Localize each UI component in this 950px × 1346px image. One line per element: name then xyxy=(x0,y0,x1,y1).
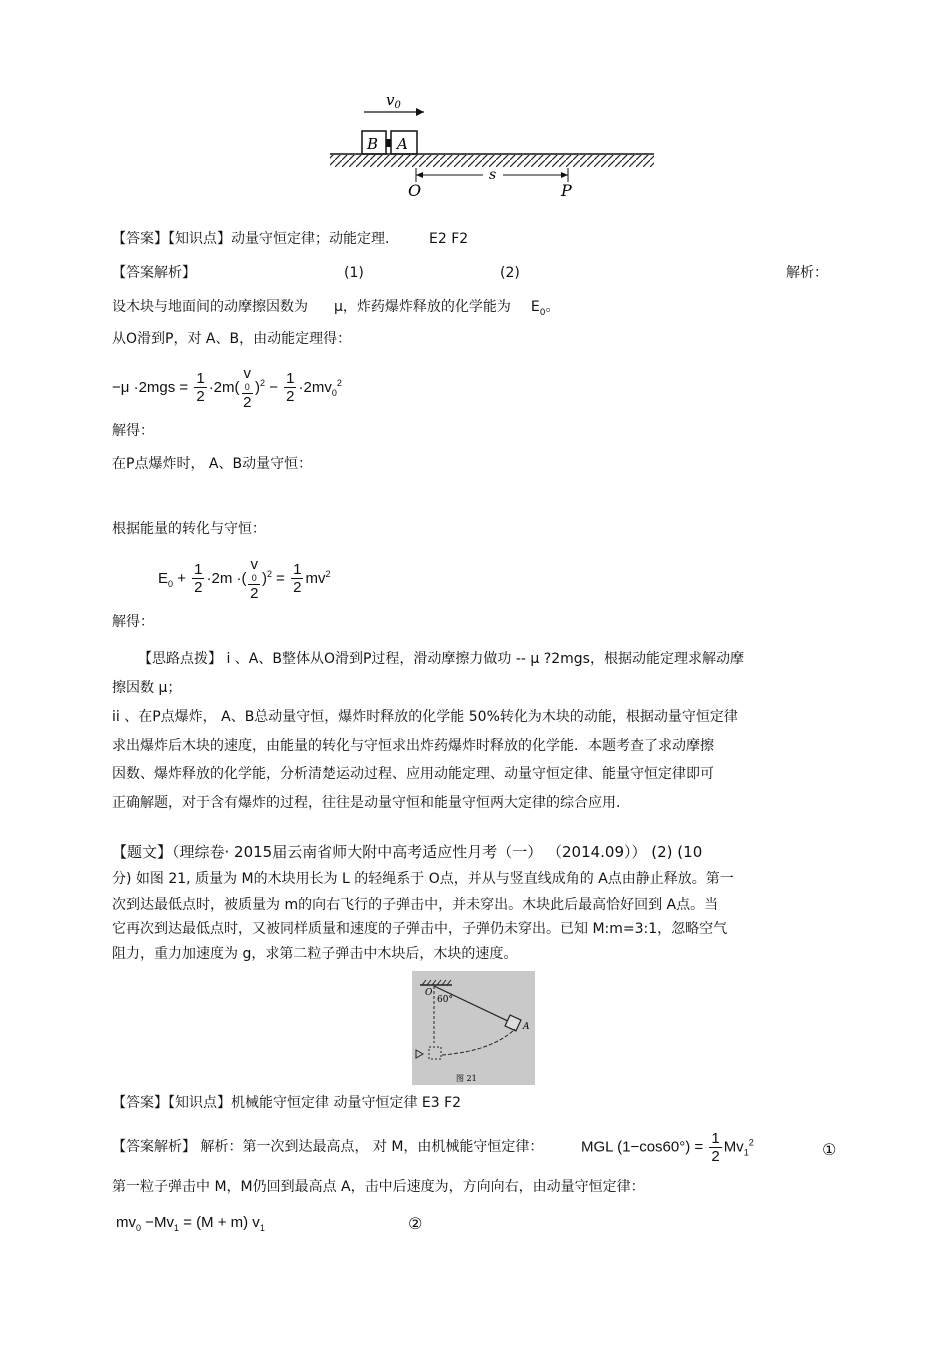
question-header: 【题文】（理综卷· 2015届云南省师大附中高考适应性月考（一） （2014.09）） (2) (10 xyxy=(112,843,703,861)
svg-text:O: O xyxy=(425,988,433,998)
hint-line-1: 【思路点拨】 i 、A、B整体从O滑到P过程，滑动摩擦力做功 -- μ ?2mgs，根据动能定理求解动摩 xyxy=(138,651,744,667)
ground-hatch xyxy=(330,155,654,167)
energy-conservation-line: 根据能量的转化与守恒： xyxy=(112,521,266,537)
pendulum-figure xyxy=(412,971,535,1085)
solve-label-1: 解得： xyxy=(112,423,154,439)
svg-text:A: A xyxy=(523,1022,530,1032)
hint-line-4: 求出爆炸后木块的速度，由能量的转化与守恒求出炸药爆炸时释放的化学能．本题考查了求动摩擦 xyxy=(112,738,714,754)
equation-work-energy: −μ ·2mgs = $\frac{1}{2}$ ·2m( v 0 2 )$^2$ − $\frac{1}{2}$ $\cdot 2mv_0^2$ xyxy=(112,365,342,411)
analysis-2-line: 【答案解析】 解析：第一次到达最高点， 对 M，由机械能守恒定律： xyxy=(112,1139,544,1155)
equation-mechanical-energy: MGL (1−cos60°) = $\frac{1}{2}$ $Mv_1^2$ xyxy=(581,1130,754,1166)
question-line-5: 阻力，重力加速度为 g，求第二粒子弹击中木块后，木块的速度。 xyxy=(112,946,518,962)
first-bullet-line: 第一粒子弹击中 M，M仍回到最高点 A，击中后速度为，方向向右，由动量守恒定律： xyxy=(112,1179,645,1195)
momentum-at-p-line: 在P点爆炸时， A、B动量守恒： xyxy=(112,456,313,472)
hint-line-6: 正确解题，对于含有爆炸的过程，往往是动量守恒和能量守恒两大定律的综合应用． xyxy=(112,795,630,811)
equation-number-2: ② xyxy=(408,1214,423,1233)
from-o-to-p-line: 从O滑到P，对 A、B，由动能定理得： xyxy=(112,331,352,347)
equation-energy: $E_0$ + $\frac{1}{2}$ ·2m ·( v 0 2 )$^2$ = $\frac{1}{2}$ $mv^2$ xyxy=(158,556,331,602)
answer-line-2: 【答案】【知识点】机械能守恒定律 动量守恒定律 E3 F2 xyxy=(112,1095,462,1111)
solve-label-2: 解得： xyxy=(112,614,154,630)
hint-line-5: 因数、爆炸释放的化学能，分析清楚运动过程、应用动能定理、动量守恒定律、能量守恒定律即可 xyxy=(112,766,714,782)
question-line-4: 它再次到达最低点时，又被同样质量和速度的子弹击中，子弹仍未穿出。已知 M:m=3:1，忽略空气 xyxy=(112,921,728,937)
svg-text:B: B xyxy=(367,135,379,153)
equation-momentum: $mv_0 -Mv_1 = (M + m)$ $v_1$ xyxy=(116,1214,265,1233)
jiexi-label: 解析： xyxy=(786,265,828,281)
svg-text:s: s xyxy=(489,167,497,183)
v0-label: $v_0$ xyxy=(386,91,401,111)
svg-text:60°: 60° xyxy=(437,995,453,1005)
answer-line-1: 【答案】【知识点】动量守恒定律；动能定理． E2 F2 xyxy=(112,231,469,247)
point-p-label: P xyxy=(561,181,572,200)
question-line-3: 次到达最低点时，被质量为 m的向右飞行的子弹击中，并未穿出。木块此后最高恰好回到 A点。当 xyxy=(112,897,719,913)
part-1-label: (1) xyxy=(344,265,364,281)
svg-text:A: A xyxy=(397,135,408,153)
question-line-2: 分) 如图 21, 质量为 M的木块用长为 L 的轻绳系于 O点，并从与竖直线成角的 A点由静止释放。第一 xyxy=(112,871,734,887)
hint-line-3: ii 、在P点爆炸， A、B总动量守恒，爆炸时释放的化学能 50%转化为木块的动能，根据动量守恒定律 xyxy=(112,709,738,725)
analysis-label: 【答案解析】 xyxy=(112,265,196,281)
point-o-label: O xyxy=(408,181,422,200)
blocks-on-ground-figure xyxy=(328,90,658,202)
svg-text:图 21: 图 21 xyxy=(456,1074,477,1083)
assumption-line: 设木块与地面间的动摩擦因数为 μ，炸药爆炸释放的化学能为 $E_0$。 xyxy=(112,299,560,318)
part-2-label: (2) xyxy=(500,265,520,281)
equation-number-1: ① xyxy=(822,1140,837,1159)
hint-line-2: 擦因数 μ； xyxy=(112,680,182,696)
